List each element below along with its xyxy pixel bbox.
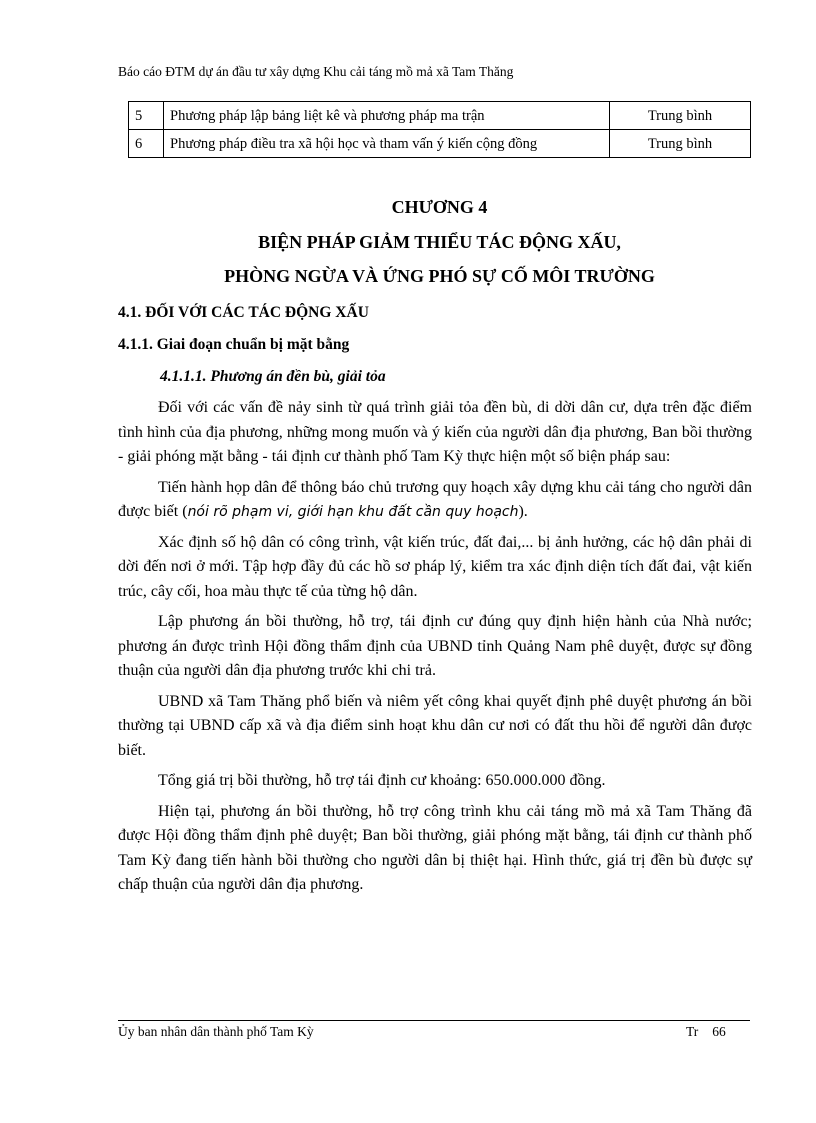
chapter-title-line2: PHÒNG NGỪA VÀ ỨNG PHÓ SỰ CỐ MÔI TRƯỜNG <box>224 266 655 286</box>
row-number: 5 <box>129 102 164 130</box>
method-cell: Phương pháp điều tra xã hội học và tham vấn ý kiến cộng đồng <box>164 130 610 158</box>
chapter-title-line1: BIỆN PHÁP GIẢM THIỂU TÁC ĐỘNG XẤU, <box>258 232 621 252</box>
section-heading-4-1-1-1: 4.1.1.1. Phương án đền bù, giải tỏa <box>160 368 386 385</box>
section-heading-4-1-1: 4.1.1. Giai đoạn chuẩn bị mặt bằng <box>118 336 350 353</box>
body-text <box>118 396 752 898</box>
methods-table <box>128 101 751 158</box>
chapter-number: CHƯƠNG 4 <box>391 197 488 217</box>
emphasis: nói rõ phạm vi, giới hạn khu đất cần quy hoạch <box>187 504 519 520</box>
paragraph: Hiện tại, phương án bồi thường, hỗ trợ công trình khu cải táng mồ mả xã Tam Thăng đã được Hội đồng thẩm định phê duyệt; Ban bồi thường, giải phóng mặt bằng, tái định cư thành phố Tam Kỳ đang tiến hành bồi thường cho người dân bị thiệt hại. Hình thức, giá trị đền bù được sự chấp thuận của người dân địa phương. <box>118 802 752 893</box>
table-row <box>129 130 751 158</box>
row-number: 6 <box>129 130 164 158</box>
table-row <box>129 102 751 130</box>
level-cell: Trung bình <box>610 102 751 130</box>
paragraph: Xác định số hộ dân có công trình, vật kiến trúc, đất đai,... bị ảnh hưởng, các hộ dân phải di dời đến nơi ở mới. Tập hợp đầy đủ các hồ sơ pháp lý, kiểm tra xác định diện tích đất đai, vật kiến trúc, cây cối, hoa màu thực tế của từng hộ dân. <box>118 533 752 600</box>
paragraph: UBND xã Tam Thăng phổ biến và niêm yết công khai quyết định phê duyệt phương án bồi thường tại UBND cấp xã và địa điểm sinh hoạt khu dân cư nơi có đất thu hồi để người dân được biết. <box>118 692 752 759</box>
page-number: Tr 66 <box>686 1024 726 1039</box>
section-heading-4-1: 4.1. ĐỐI VỚI CÁC TÁC ĐỘNG XẤU <box>118 304 369 321</box>
running-header: Báo cáo ĐTM dự án đầu tư xây dựng Khu cải táng mồ mả xã Tam Thăng <box>118 64 514 79</box>
method-cell: Phương pháp lập bảng liệt kê và phương pháp ma trận <box>164 102 610 130</box>
level-cell: Trung bình <box>610 130 751 158</box>
paragraph: Đối với các vấn đề nảy sinh từ quá trình giải tỏa đền bù, di dời dân cư, dựa trên đặc điểm tình hình của địa phương, những mong muốn và ý kiến của người dân địa phương, Ban bồi thường - giải phóng mặt bằng - tái định cư thành phố Tam Kỳ thực hiện một số biện pháp sau: <box>118 399 752 465</box>
paragraph: Tiến hành họp dân để thông báo chủ trương quy hoạch xây dựng khu cải táng cho người dân được biết (nói rõ phạm vi, giới hạn khu đất cần quy hoạch). <box>118 478 752 520</box>
footer-divider <box>118 1020 750 1021</box>
footer-org: Ủy ban nhân dân thành phố Tam Kỳ <box>118 1024 314 1039</box>
paragraph: Lập phương án bồi thường, hỗ trợ, tái định cư đúng quy định hiện hành của Nhà nước; phương án được trình Hội đồng thẩm định của UBND tỉnh Quảng Nam phê duyệt, được sự đồng thuận của người dân địa phương trước khi chi trả. <box>118 613 752 679</box>
paragraph: Tổng giá trị bồi thường, hỗ trợ tái định cư khoảng: 650.000.000 đồng. <box>158 772 606 789</box>
